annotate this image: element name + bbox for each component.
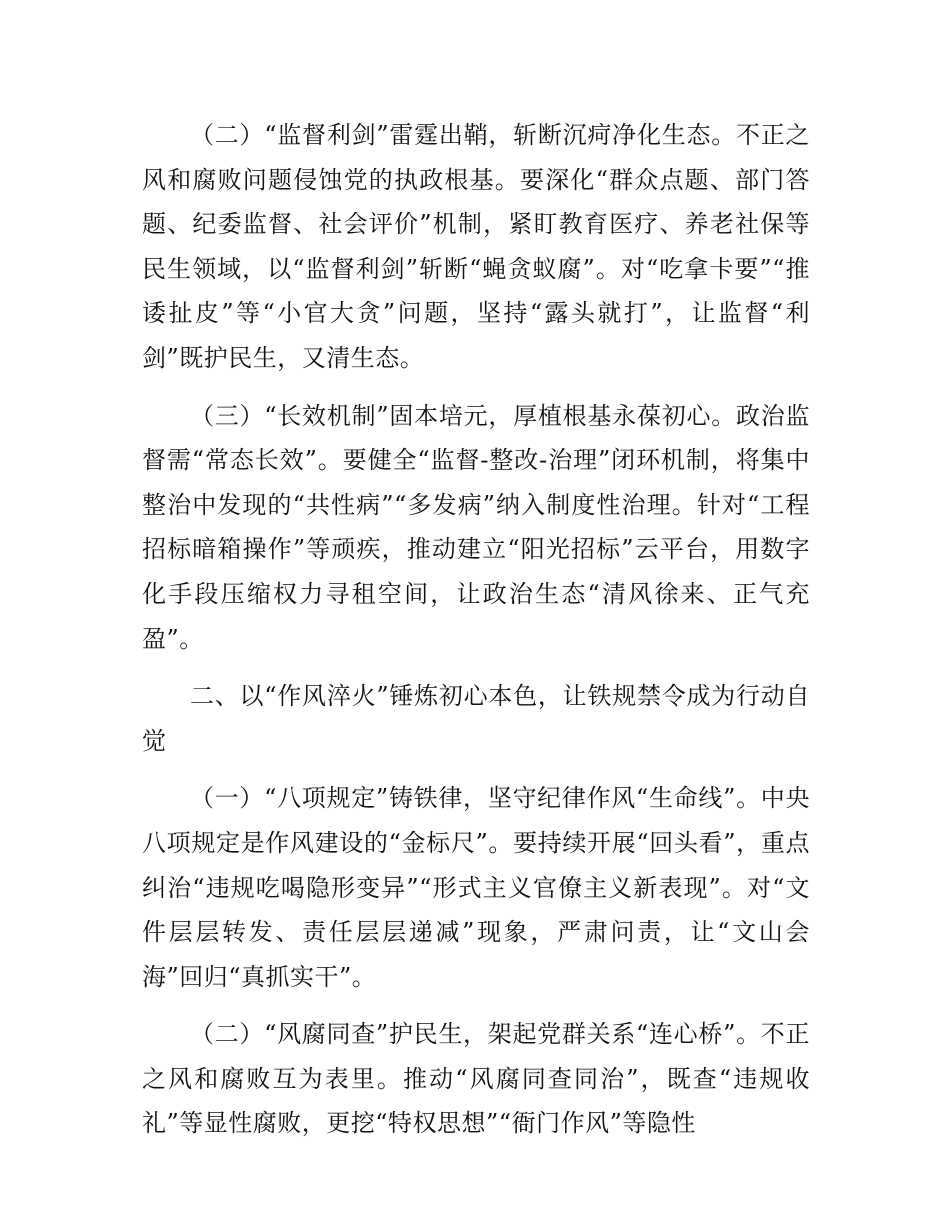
paragraph-joint-investigation: （二）“风腐同查”护民生，架起党群关系“连心桥”。不正之风和腐败互为表里。推动“风腐同查同治”，既查“违规收礼”等显性腐败，更挖“特权思想”“衙门作风”等隐性 [142, 1020, 810, 1138]
paragraph-supervision-sword: （二）“监督利剑”雷霆出鞘，斩断沉疴净化生态。不正之风和腐败问题侵蚀党的执政根基。要深化“群众点题、部门答题、纪委监督、社会评价”机制，紧盯教育医疗、养老社保等民生领域，以“监督利剑”斩断“蝇贪蚁腐”。对“吃拿卡要”“推诿扯皮”等“小官大贪”问题，坚持“露头就打”，让监督“利剑”既护民生，又清生态。 [142, 121, 810, 372]
paragraph-eight-regulations: （一）“八项规定”铸铁律，坚守纪律作风“生命线”。中央八项规定是作风建设的“金标尺”。要持续开展“回头看”，重点纠治“违规吃喝隐形变异”“形式主义官僚主义新表现”。对“文件层层转发、责任层层递减”现象，严肃问责，让“文山会海”回归“真抓实干”。 [142, 784, 810, 991]
paragraph-long-term-mechanism: （三）“长效机制”固本培元，厚植根基永葆初心。政治监督需“常态长效”。要健全“监督-整改-治理”闭环机制，将集中整治中发现的“共性病”“多发病”纳入制度性治理。针对“工程招标暗箱操作”等顽疾，推动建立“阳光招标”云平台，用数字化手段压缩权力寻租空间，让政治生态“清风徐来、正气充盈”。 [142, 401, 810, 653]
section-heading-style-tempering: 二、以“作风淬火”锤炼初心本色，让铁规禁令成为行动自觉 [142, 682, 810, 755]
document-page [142, 113, 810, 1146]
